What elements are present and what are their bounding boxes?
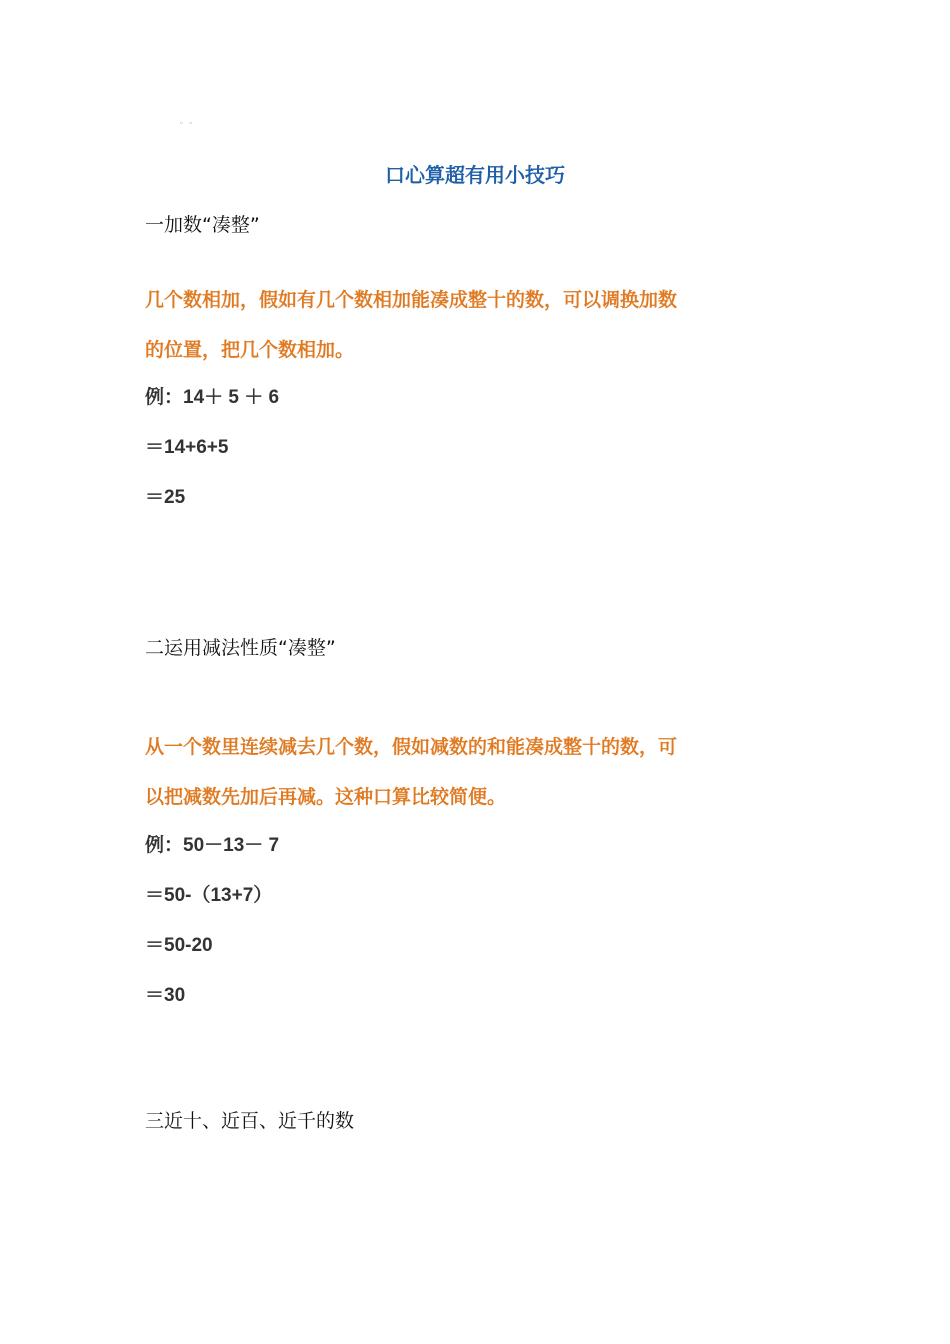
section1-desc-line2: 的位置，把几个数相加。: [145, 339, 355, 361]
section2-step2: ＝50-20: [145, 935, 213, 956]
section2-example: 例：50－13－ 7: [145, 835, 280, 856]
section2-heading: 二运用减法性质“凑整”: [145, 637, 336, 659]
section3-heading: 三近十、近百、近千的数: [145, 1110, 355, 1132]
header-marks: " ": [180, 121, 194, 130]
section2-step3: ＝30: [145, 985, 186, 1006]
section1-desc-line1: 几个数相加，假如有几个数相加能凑成整十的数，可以调换加数: [145, 289, 678, 311]
page-title: 口心算超有用小技巧: [385, 163, 565, 187]
section2-step1: ＝50-（13+7）: [145, 885, 273, 906]
section1-step1: ＝14+6+5: [145, 437, 229, 458]
section2-desc-line2: 以把减数先加后再减。这种口算比较简便。: [145, 786, 507, 808]
section1-step2: ＝25: [145, 487, 186, 508]
section2-desc-line1: 从一个数里连续减去几个数，假如减数的和能凑成整十的数，可: [145, 736, 678, 758]
section1-heading: 一加数“凑整”: [145, 214, 260, 236]
section1-example: 例：14＋ 5 ＋ 6: [145, 387, 280, 408]
